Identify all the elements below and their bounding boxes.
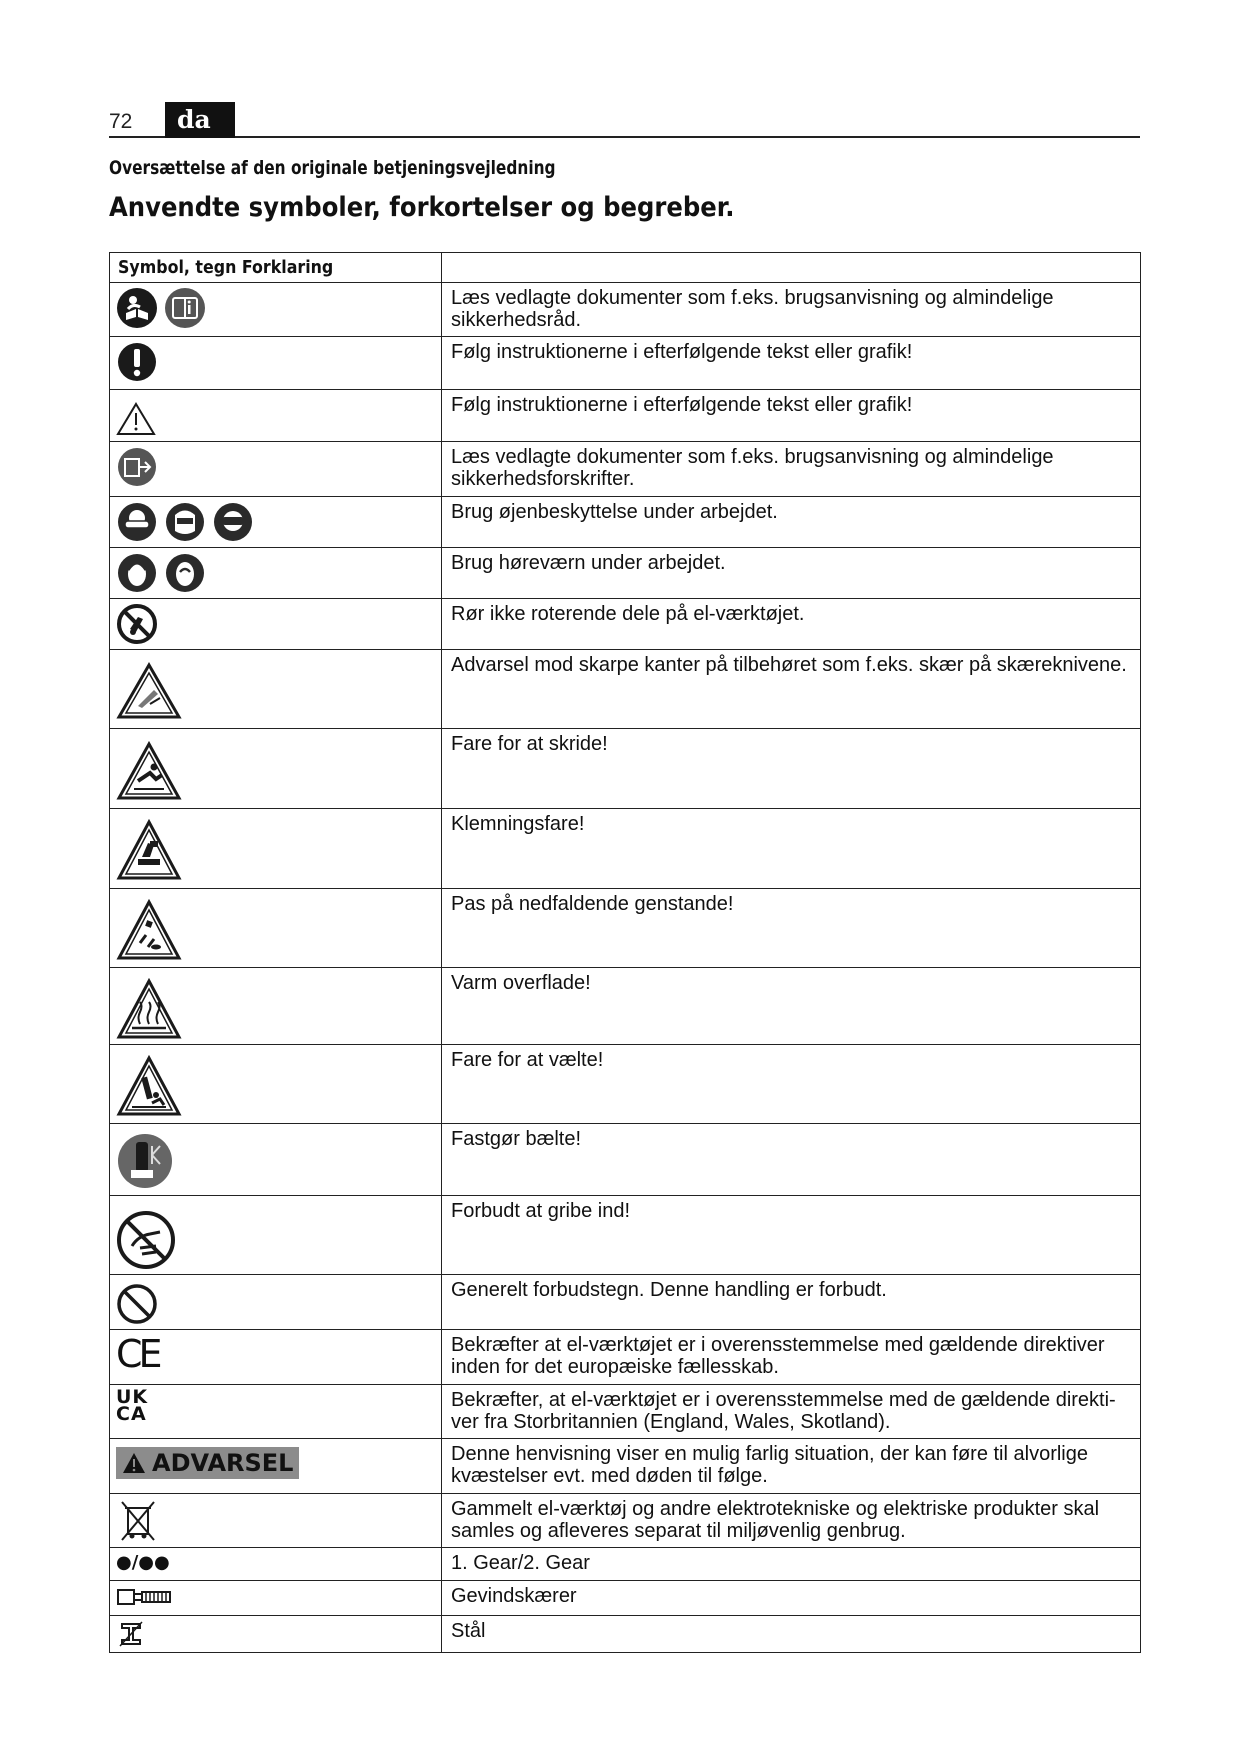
crush-hazard-icon [116,819,182,881]
symbol-cell [110,1494,442,1548]
info-book-icon [164,287,206,329]
symbol-cell [110,650,442,729]
explanation-cell: Gammelt el-værktøj og andre elektrotekniske og elektriske produkter skal samles og afleveres separat til miljøvenlig genbrug. [442,1494,1141,1548]
document-subtitle: Oversættelse af den originale betjeningsvejledning [109,157,556,179]
table-row [110,1616,1141,1653]
symbol-cell [110,1124,442,1196]
symbol-cell [110,283,442,337]
ce-mark: CE [116,1332,159,1376]
symbol-cell [110,809,442,889]
symbol-cell [110,1548,442,1581]
symbol-cell [110,729,442,809]
fasten-belt-icon [116,1132,174,1190]
explanation-cell: Pas på nedfaldende genstande! [442,889,1141,968]
safety-glasses-icon [116,501,158,543]
no-touch-rotating-icon [116,603,158,645]
explanation-cell: Generelt forbudstegn. Denne handling er forbudt. [442,1275,1141,1330]
table-row [110,650,1141,729]
explanation-cell: Brug høreværn under arbejdet. [442,548,1141,599]
weee-bin-icon [116,1498,160,1542]
explanation-cell: Læs vedlagte dokumenter som f.eks. brugsanvisning og almindelige sikkerhedsråd. [442,283,1141,337]
table-row [110,1385,1141,1439]
table-row [110,968,1141,1045]
table-row [110,1494,1141,1548]
explanation-cell: Bekræfter at el-værktøjet er i overensstemmelse med gældende direktiver inden for det europæiske fællesskab. [442,1330,1141,1385]
language-tab: da [165,102,235,138]
ukca-mark: UK CA [116,1386,149,1425]
ear-protection-icon [116,552,158,594]
section-title: Anvendte symboler, forkortelser og begreber. [109,192,735,223]
table-header-row [110,253,1141,283]
goggles-icon [212,501,254,543]
symbol-cell [110,1439,442,1494]
explanation-cell: Advarsel mod skarpe kanter på tilbehøret som f.eks. skær på skæreknivene. [442,650,1141,729]
symbol-cell [110,1045,442,1124]
exclamation-mandatory-icon [116,341,158,383]
explanation-cell: Fastgør bælte! [442,1124,1141,1196]
table-row [110,1124,1141,1196]
symbol-cell [110,1616,442,1653]
symbol-cell [110,337,442,390]
prohibition-icon [116,1283,158,1325]
symbol-cell [110,968,442,1045]
table-row [110,599,1141,650]
symbol-cell [110,1581,442,1616]
column-header-blank [442,253,1141,283]
warning-triangle-icon [116,402,156,436]
advarsel-text: ADVARSEL [152,1449,294,1477]
table-row [110,337,1141,390]
explanation-cell: Forbudt at gribe ind! [442,1196,1141,1275]
read-documents-icon [116,446,158,488]
symbol-cell [110,1196,442,1275]
explanation-cell: Brug øjenbeskyttelse under arbejdet. [442,497,1141,548]
symbol-cell [110,390,442,442]
explanation-cell: Fare for at skride! [442,729,1141,809]
symbol-cell [110,548,442,599]
explanation-cell: 1. Gear/2. Gear [442,1548,1141,1581]
explanation-cell: Følg instruktionerne i efterfølgende tekst eller grafik! [442,337,1141,390]
table-row [110,1196,1141,1275]
explanation-cell: Fare for at vælte! [442,1045,1141,1124]
falling-objects-icon [116,899,182,961]
explanation-cell: Bekræfter, at el-værktøjet er i overensstemmelse med de gældende direkti-ver fra Storbritannien (England, Wales, Skotland). [442,1385,1141,1439]
table-row [110,1275,1141,1330]
advarsel-label [116,1447,299,1479]
table-row [110,889,1141,968]
table-row [110,1330,1141,1385]
gear-dots-icon: ●/●● [116,1552,170,1573]
symbol-cell [110,1385,442,1439]
table-row [110,729,1141,809]
table-row [110,548,1141,599]
symbol-cell [110,442,442,497]
tap-thread-icon [116,1585,174,1609]
symbols-table [109,252,1141,1653]
symbol-cell [110,497,442,548]
slip-hazard-icon [116,741,182,801]
table-row [110,1581,1141,1616]
page-number: 72 [109,110,133,133]
explanation-cell: Varm overflade! [442,968,1141,1045]
explanation-cell: Gevindskærer [442,1581,1141,1616]
no-reaching-in-icon [116,1210,176,1270]
table-row [110,283,1141,337]
table-row [110,442,1141,497]
read-manual-icon [116,287,158,329]
symbol-cell [110,1330,442,1385]
explanation-cell: Klemningsfare! [442,809,1141,889]
symbol-cell [110,599,442,650]
explanation-cell: Læs vedlagte dokumenter som f.eks. brugsanvisning og almindelige sikkerhedsforskrifter. [442,442,1141,497]
table-row [110,809,1141,889]
steel-icon [116,1620,146,1648]
symbol-cell [110,889,442,968]
symbol-cell [110,1275,442,1330]
explanation-cell: Følg instruktionerne i efterfølgende tekst eller grafik! [442,390,1141,442]
tipping-hazard-icon [116,1055,182,1117]
column-header-symbol: Symbol, tegn Forklaring [110,253,442,283]
warning-triangle-icon [122,1452,146,1474]
table-row [110,1548,1141,1581]
table-row [110,1439,1141,1494]
face-shield-icon [164,501,206,543]
explanation-cell: Denne henvisning viser en mulig farlig situation, der kan føre til alvorlige kvæstelser evt. med døden til følge. [442,1439,1141,1494]
page-header [109,102,1140,138]
hot-surface-icon [116,978,182,1040]
table-row [110,497,1141,548]
ear-protection-icon [164,552,206,594]
sharp-edges-warning-icon [116,662,182,720]
table-row [110,1045,1141,1124]
explanation-cell: Rør ikke roterende dele på el-værktøjet. [442,599,1141,650]
explanation-cell: Stål [442,1616,1141,1653]
table-row [110,390,1141,442]
